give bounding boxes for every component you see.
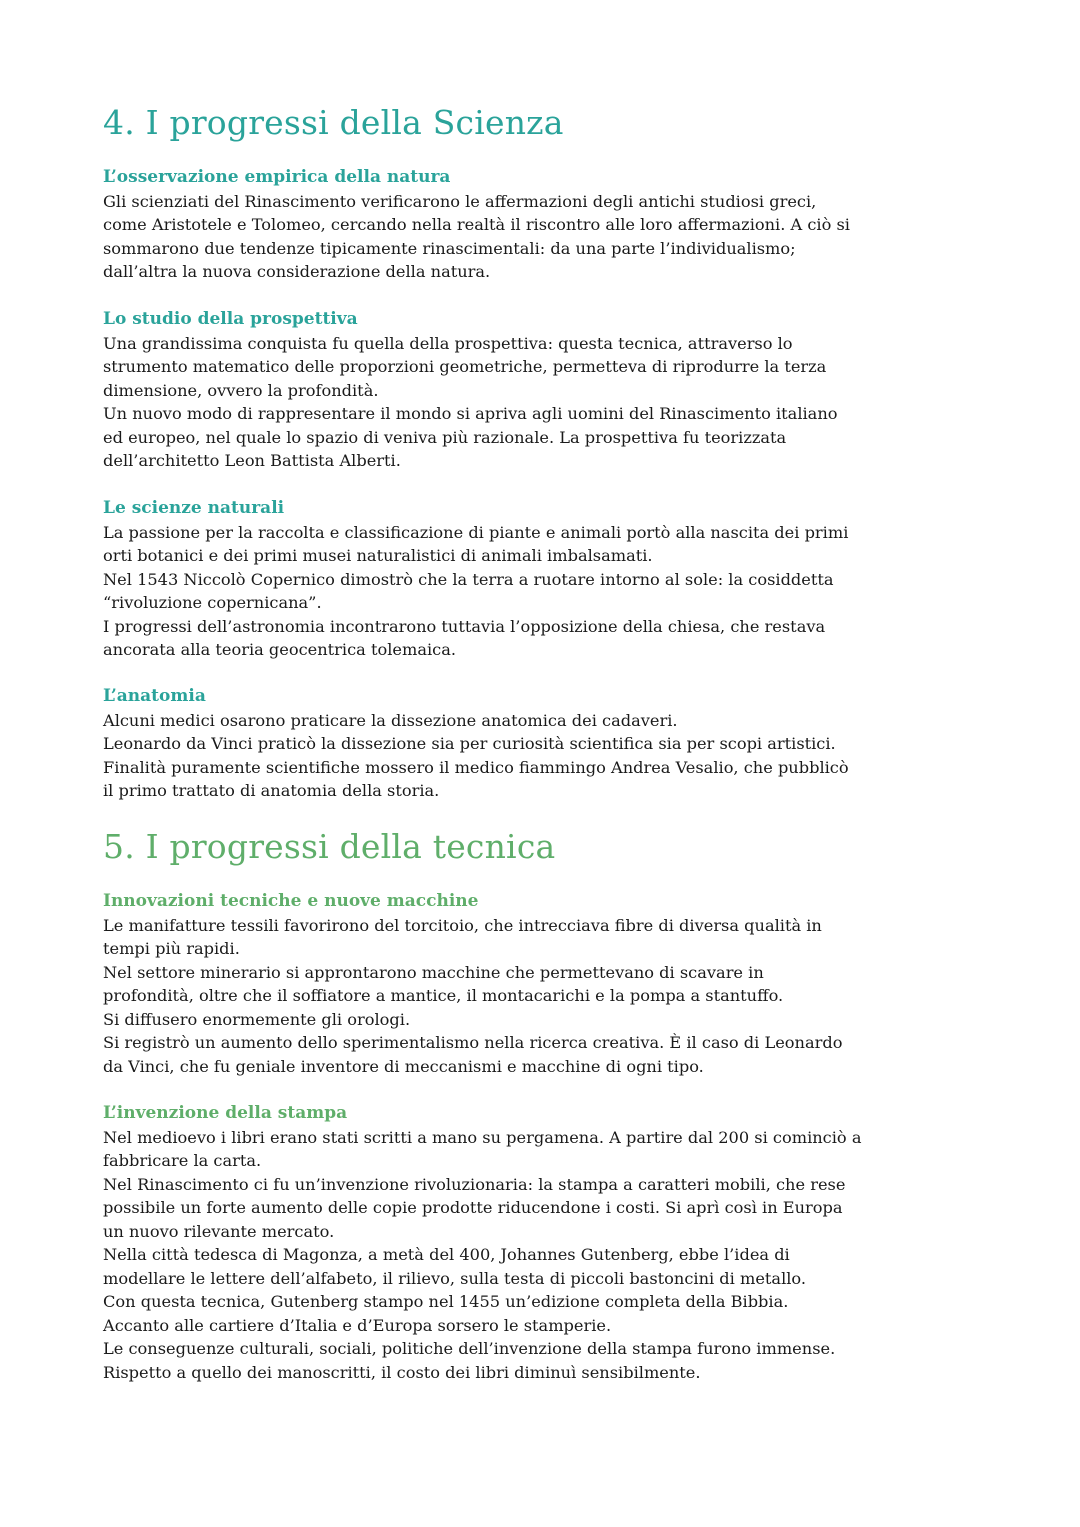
paragraph-line: Nel Rinascimento ci fu un’invenzione rivoluzionaria: la stampa a caratteri mobili, che rese bbox=[103, 1174, 846, 1194]
section-printing-invention bbox=[103, 1102, 993, 1384]
paragraph-line: Accanto alle cartiere d’Italia e d’Europa sorsero le stamperie. bbox=[103, 1315, 612, 1335]
paragraph-line: fabbricare la carta. bbox=[103, 1151, 262, 1170]
paragraph-line: Rispetto a quello dei manoscritti, il costo dei libri diminuì sensibilmente. bbox=[103, 1362, 701, 1382]
paragraph-line: ed europeo, nel quale lo spazio di veniva più razionale. La prospettiva fu teorizzata bbox=[103, 427, 787, 447]
paragraph-line: Nella città tedesca di Magonza, a metà del 400, Johannes Gutenberg, ebbe l’idea di bbox=[103, 1245, 790, 1264]
paragraph-line: La passione per la raccolta e classificazione di piante e animali portò alla nascita dei primi bbox=[103, 522, 849, 542]
paragraph-line: orti botanici e dei primi musei naturalistici di animali imbalsamati. bbox=[103, 546, 653, 565]
section-heading: L’osservazione empirica della natura bbox=[103, 167, 451, 187]
paragraph-line: dell’architetto Leon Battista Alberti. bbox=[103, 451, 401, 470]
paragraph-line: Un nuovo modo di rappresentare il mondo si apriva agli uomini del Rinascimento italiano bbox=[103, 404, 838, 423]
paragraph-line: Con questa tecnica, Gutenberg stampo nel 1455 un’edizione completa della Bibbia. bbox=[103, 1292, 789, 1311]
section-heading: Lo studio della prospettiva bbox=[103, 309, 358, 329]
section-heading: Innovazioni tecniche e nuove macchine bbox=[103, 891, 479, 911]
paragraph-line: profondità, oltre che il soffiatore a mantice, il montacarichi e la pompa a stantuffo. bbox=[103, 986, 784, 1005]
section-natural-sciences bbox=[103, 497, 993, 662]
section-heading: Le scienze naturali bbox=[103, 498, 285, 518]
section-heading: L’anatomia bbox=[103, 686, 206, 706]
paragraph-line: il primo trattato di anatomia della storia. bbox=[103, 781, 440, 800]
paragraph-line: modellare le lettere dell’alfabeto, il rilievo, sulla testa di piccoli bastoncini di metallo. bbox=[103, 1268, 807, 1288]
paragraph-line: Una grandissima conquista fu quella della prospettiva: questa tecnica, attraverso lo bbox=[103, 333, 793, 353]
paragraph-line: Finalità puramente scientifiche mossero il medico fiammingo Andrea Vesalio, che pubblicò bbox=[103, 757, 849, 777]
section-perspective bbox=[103, 308, 993, 473]
paragraph-line: “rivoluzione copernicana”. bbox=[103, 593, 322, 612]
paragraph-line: Leonardo da Vinci praticò la dissezione sia per curiosità scientifica sia per scopi artistici. bbox=[103, 734, 836, 753]
chapter-title: 4. I progressi della Scienza bbox=[103, 103, 564, 142]
paragraph-line: Si diffusero enormemente gli orologi. bbox=[103, 1009, 411, 1029]
paragraph-line: Le manifatture tessili favorirono del torcitoio, che intrecciava fibre di diversa qualità in bbox=[103, 915, 822, 935]
paragraph-line: Le conseguenze culturali, sociali, politiche dell’invenzione della stampa furono immense. bbox=[103, 1339, 836, 1358]
paragraph-line: come Aristotele e Tolomeo, cercando nella realtà il riscontro alle loro affermazioni. A ciò si bbox=[103, 215, 850, 234]
paragraph-line: Nel medioevo i libri erano stati scritti a mano su pergamena. A partire dal 200 si cominciò a bbox=[103, 1127, 862, 1147]
paragraph-line: I progressi dell’astronomia incontrarono tuttavia l’opposizione della chiesa, che restava bbox=[103, 616, 826, 636]
paragraph-line: sommarono due tendenze tipicamente rinascimentali: da una parte l’individualismo; bbox=[103, 238, 796, 258]
paragraph-line: un nuovo rilevante mercato. bbox=[103, 1221, 335, 1241]
paragraph-line: Si registrò un aumento dello sperimentalismo nella ricerca creativa. È il caso di Leonardo bbox=[103, 1033, 843, 1052]
paragraph-line: ancorata alla teoria geocentrica tolemaica. bbox=[103, 640, 457, 659]
paragraph-line: dall’altra la nuova considerazione della natura. bbox=[103, 262, 491, 281]
chapter-title: 5. I progressi della tecnica bbox=[103, 827, 556, 866]
section-heading: L’invenzione della stampa bbox=[103, 1103, 348, 1123]
paragraph-line: strumento matematico delle proporzioni geometriche, permetteva di riprodurre la terza bbox=[103, 357, 827, 376]
paragraph-line: possibile un forte aumento delle copie prodotte riducendone i costi. Si aprì così in Europa bbox=[103, 1198, 843, 1217]
section-anatomy bbox=[103, 685, 993, 803]
paragraph-line: Alcuni medici osarono praticare la dissezione anatomica dei cadaveri. bbox=[103, 710, 678, 730]
section-empirical-observation bbox=[103, 166, 993, 284]
paragraph-line: tempi più rapidi. bbox=[103, 939, 240, 958]
paragraph-line: Gli scienziati del Rinascimento verificarono le affermazioni degli antichi studiosi greci, bbox=[103, 191, 817, 211]
paragraph-line: dimensione, ovvero la profondità. bbox=[103, 380, 379, 400]
section-technical-innovations bbox=[103, 890, 993, 1078]
paragraph-line: Nel settore minerario si approntarono macchine che permettevano di scavare in bbox=[103, 962, 764, 982]
paragraph-line: Nel 1543 Niccolò Copernico dimostrò che la terra a ruotare intorno al sole: la cosiddetta bbox=[103, 569, 834, 589]
paragraph-line: da Vinci, che fu geniale inventore di meccanismi e macchine di ogni tipo. bbox=[103, 1056, 704, 1076]
